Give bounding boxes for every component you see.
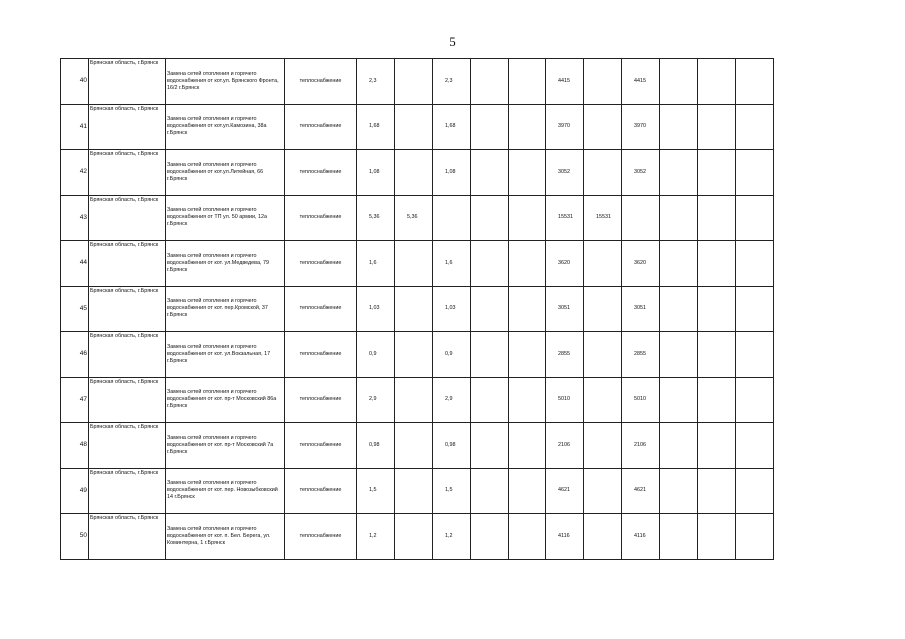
- value-cell: [509, 241, 546, 287]
- value-cell: 3970: [546, 104, 584, 150]
- value-cell: 4116: [622, 514, 660, 560]
- value-cell: [471, 332, 509, 378]
- row-number: 40: [61, 59, 89, 105]
- value-cell: 15531: [584, 195, 622, 241]
- type-cell: теплоснабжение: [285, 423, 357, 469]
- value-cell: 1,2: [357, 514, 395, 560]
- value-cell: [509, 332, 546, 378]
- empty-cell: [660, 286, 698, 332]
- value-cell: 3620: [546, 241, 584, 287]
- empty-cell: [660, 332, 698, 378]
- empty-cell: [736, 423, 774, 469]
- value-cell: 4621: [622, 468, 660, 514]
- value-cell: 2,9: [357, 377, 395, 423]
- row-number: 42: [61, 150, 89, 196]
- empty-cell: [660, 241, 698, 287]
- value-cell: [471, 150, 509, 196]
- table-row: [61, 195, 774, 241]
- region-cell: Брянская область, г.Брянск: [89, 195, 166, 241]
- value-cell: [471, 241, 509, 287]
- table-row: [61, 332, 774, 378]
- value-cell: 3620: [622, 241, 660, 287]
- empty-cell: [736, 377, 774, 423]
- value-cell: 5010: [622, 377, 660, 423]
- value-cell: 3051: [546, 286, 584, 332]
- value-cell: 2106: [546, 423, 584, 469]
- value-cell: [584, 514, 622, 560]
- value-cell: [471, 59, 509, 105]
- region-cell: Брянская область, г.Брянск: [89, 423, 166, 469]
- value-cell: [433, 195, 471, 241]
- value-cell: 3970: [622, 104, 660, 150]
- table-row: [61, 104, 774, 150]
- value-cell: 5,36: [357, 195, 395, 241]
- description-cell: Замена сетей отопления и горячего водоснабжения от кот. пер.Кромской, 37 г.Брянск: [166, 286, 285, 332]
- value-cell: [509, 195, 546, 241]
- table-row: [61, 468, 774, 514]
- row-number: 41: [61, 104, 89, 150]
- value-cell: 2855: [622, 332, 660, 378]
- empty-cell: [736, 332, 774, 378]
- empty-cell: [698, 104, 736, 150]
- description-cell: Замена сетей отопления и горячего водоснабжения от кот. п. Бел. Берега, ул. Коминтерна, 1 г.Брянск: [166, 514, 285, 560]
- empty-cell: [736, 514, 774, 560]
- value-cell: 3051: [622, 286, 660, 332]
- value-cell: [509, 423, 546, 469]
- value-cell: [584, 332, 622, 378]
- value-cell: 5010: [546, 377, 584, 423]
- empty-cell: [698, 423, 736, 469]
- type-cell: теплоснабжение: [285, 104, 357, 150]
- value-cell: [584, 150, 622, 196]
- region-cell: Брянская область, г.Брянск: [89, 104, 166, 150]
- region-cell: Брянская область, г.Брянск: [89, 59, 166, 105]
- empty-cell: [736, 195, 774, 241]
- type-cell: теплоснабжение: [285, 514, 357, 560]
- empty-cell: [698, 468, 736, 514]
- value-cell: [471, 195, 509, 241]
- empty-cell: [698, 286, 736, 332]
- empty-cell: [698, 514, 736, 560]
- empty-cell: [736, 104, 774, 150]
- value-cell: 3052: [622, 150, 660, 196]
- value-cell: [584, 468, 622, 514]
- value-cell: [395, 377, 433, 423]
- table-row: [61, 286, 774, 332]
- empty-cell: [736, 286, 774, 332]
- value-cell: 1,6: [433, 241, 471, 287]
- row-number: 46: [61, 332, 89, 378]
- region-cell: Брянская область, г.Брянск: [89, 377, 166, 423]
- data-table: [60, 58, 774, 560]
- type-cell: теплоснабжение: [285, 195, 357, 241]
- value-cell: 5,36: [395, 195, 433, 241]
- value-cell: [509, 59, 546, 105]
- description-cell: Замена сетей отопления и горячего водоснабжения от кот.ул.Камозина, 38а г.Брянск: [166, 104, 285, 150]
- value-cell: 2,3: [357, 59, 395, 105]
- empty-cell: [660, 377, 698, 423]
- value-cell: 4621: [546, 468, 584, 514]
- value-cell: 3052: [546, 150, 584, 196]
- value-cell: 1,6: [357, 241, 395, 287]
- region-cell: Брянская область, г.Брянск: [89, 241, 166, 287]
- region-cell: Брянская область, г.Брянск: [89, 286, 166, 332]
- table-row: [61, 241, 774, 287]
- value-cell: [509, 104, 546, 150]
- type-cell: теплоснабжение: [285, 59, 357, 105]
- table-row: [61, 377, 774, 423]
- description-cell: Замена сетей отопления и горячего водоснабжения от кот. ул.Медведева, 79 г.Брянск: [166, 241, 285, 287]
- region-cell: Брянская область, г.Брянск: [89, 332, 166, 378]
- empty-cell: [698, 332, 736, 378]
- description-cell: Замена сетей отопления и горячего водоснабжения от кот. пер. Новозыбковский 14 г.Брянск: [166, 468, 285, 514]
- value-cell: 1,08: [357, 150, 395, 196]
- value-cell: [395, 332, 433, 378]
- description-cell: Замена сетей отопления и горячего водоснабжения от кот. ул.Вокзальная, 17 г.Брянск: [166, 332, 285, 378]
- value-cell: [471, 104, 509, 150]
- value-cell: 1,03: [433, 286, 471, 332]
- value-cell: 1,68: [433, 104, 471, 150]
- row-number: 47: [61, 377, 89, 423]
- value-cell: 4415: [546, 59, 584, 105]
- type-cell: теплоснабжение: [285, 377, 357, 423]
- empty-cell: [698, 241, 736, 287]
- description-cell: Замена сетей отопления и горячего водоснабжения от ТП ул. 50 армии, 12а г.Брянск: [166, 195, 285, 241]
- table-row: [61, 59, 774, 105]
- value-cell: [584, 377, 622, 423]
- empty-cell: [660, 59, 698, 105]
- value-cell: 4415: [622, 59, 660, 105]
- value-cell: [395, 59, 433, 105]
- value-cell: [471, 286, 509, 332]
- value-cell: [395, 514, 433, 560]
- region-cell: Брянская область, г.Брянск: [89, 150, 166, 196]
- value-cell: [471, 377, 509, 423]
- value-cell: 2855: [546, 332, 584, 378]
- row-number: 49: [61, 468, 89, 514]
- empty-cell: [698, 150, 736, 196]
- value-cell: [509, 377, 546, 423]
- page-number: 5: [449, 34, 456, 49]
- table-row: [61, 514, 774, 560]
- row-number: 43: [61, 195, 89, 241]
- empty-cell: [660, 195, 698, 241]
- empty-cell: [698, 377, 736, 423]
- row-number: 44: [61, 241, 89, 287]
- row-number: 45: [61, 286, 89, 332]
- value-cell: [509, 468, 546, 514]
- value-cell: [395, 286, 433, 332]
- empty-cell: [736, 241, 774, 287]
- value-cell: [584, 59, 622, 105]
- value-cell: 0,9: [357, 332, 395, 378]
- row-number: 48: [61, 423, 89, 469]
- value-cell: [395, 468, 433, 514]
- value-cell: 2,9: [433, 377, 471, 423]
- value-cell: 0,98: [357, 423, 395, 469]
- region-cell: Брянская область, г.Брянск: [89, 468, 166, 514]
- type-cell: теплоснабжение: [285, 286, 357, 332]
- value-cell: 15531: [546, 195, 584, 241]
- table-row: [61, 150, 774, 196]
- value-cell: [622, 195, 660, 241]
- empty-cell: [660, 150, 698, 196]
- empty-cell: [736, 150, 774, 196]
- empty-cell: [698, 59, 736, 105]
- value-cell: 1,5: [433, 468, 471, 514]
- region-cell: Брянская область, г.Брянск: [89, 514, 166, 560]
- table-row: [61, 423, 774, 469]
- empty-cell: [660, 468, 698, 514]
- description-cell: Замена сетей отопления и горячего водоснабжения от кот.ул. Брянского Фронта, 16/2 г.Брянск: [166, 59, 285, 105]
- value-cell: [395, 104, 433, 150]
- empty-cell: [660, 104, 698, 150]
- empty-cell: [698, 195, 736, 241]
- value-cell: [584, 423, 622, 469]
- empty-cell: [660, 514, 698, 560]
- value-cell: [584, 286, 622, 332]
- value-cell: [471, 514, 509, 560]
- description-cell: Замена сетей отопления и горячего водоснабжения от кот. пр-т Московский 7а г.Брянск: [166, 423, 285, 469]
- type-cell: теплоснабжение: [285, 468, 357, 514]
- value-cell: [584, 241, 622, 287]
- value-cell: [395, 241, 433, 287]
- value-cell: [471, 468, 509, 514]
- value-cell: 1,2: [433, 514, 471, 560]
- value-cell: [395, 423, 433, 469]
- type-cell: теплоснабжение: [285, 332, 357, 378]
- value-cell: [509, 150, 546, 196]
- value-cell: 0,98: [433, 423, 471, 469]
- value-cell: 1,08: [433, 150, 471, 196]
- value-cell: 0,9: [433, 332, 471, 378]
- value-cell: 4116: [546, 514, 584, 560]
- type-cell: теплоснабжение: [285, 150, 357, 196]
- value-cell: [471, 423, 509, 469]
- value-cell: 2106: [622, 423, 660, 469]
- value-cell: [395, 150, 433, 196]
- empty-cell: [736, 59, 774, 105]
- type-cell: теплоснабжение: [285, 241, 357, 287]
- description-cell: Замена сетей отопления и горячего водоснабжения от кот. пр-т Московский 86а г.Брянск: [166, 377, 285, 423]
- value-cell: 1,5: [357, 468, 395, 514]
- value-cell: 1,03: [357, 286, 395, 332]
- value-cell: [584, 104, 622, 150]
- table-body: [61, 59, 774, 560]
- value-cell: [509, 286, 546, 332]
- empty-cell: [736, 468, 774, 514]
- value-cell: [509, 514, 546, 560]
- description-cell: Замена сетей отопления и горячего водоснабжения от кот.ул.Литейная, 66 г.Брянск: [166, 150, 285, 196]
- value-cell: 1,68: [357, 104, 395, 150]
- row-number: 50: [61, 514, 89, 560]
- value-cell: 2,3: [433, 59, 471, 105]
- empty-cell: [660, 423, 698, 469]
